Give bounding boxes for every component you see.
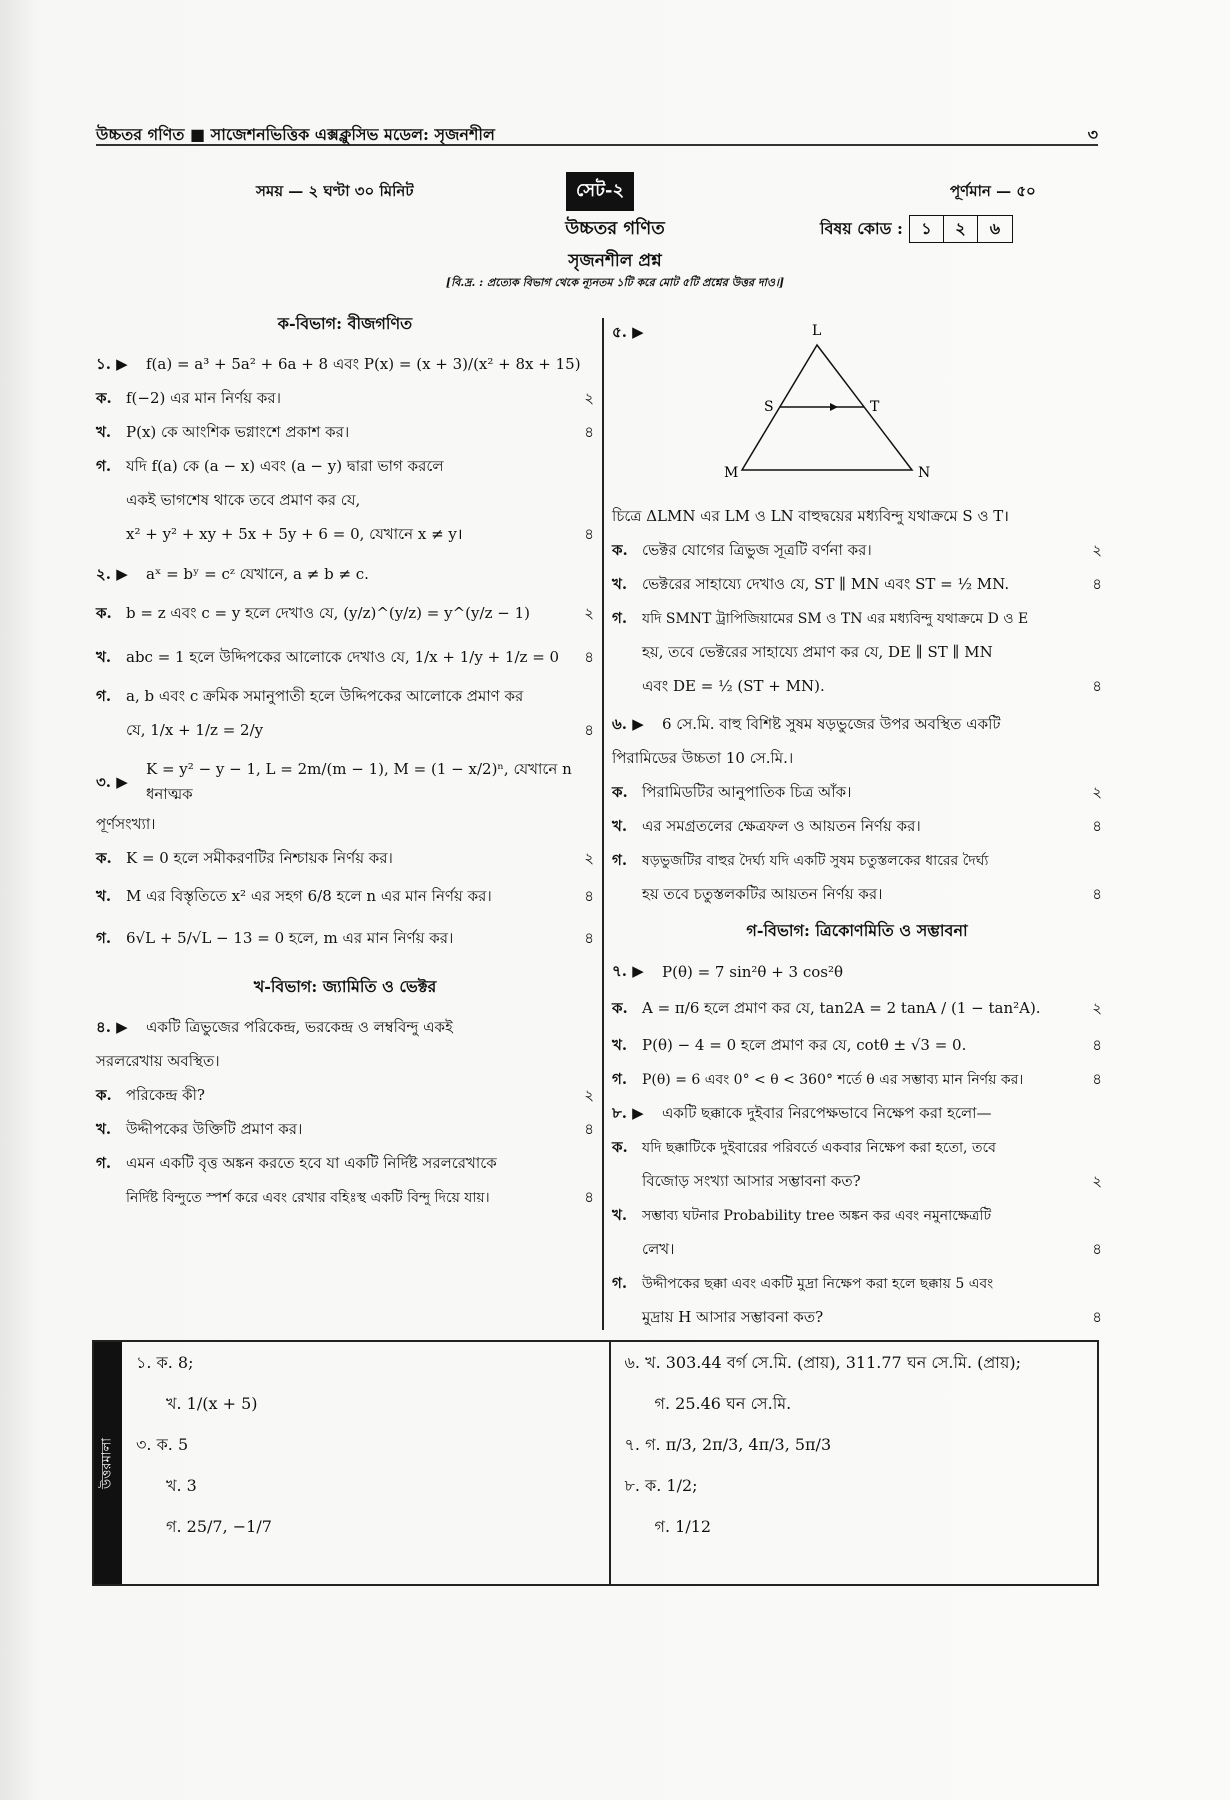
page-number: ৩ [1087,125,1098,144]
question-stem: aˣ = bʸ = cᶻ যেখানে, a ≠ b ≠ c. [146,564,369,583]
left-column [96,305,594,1215]
question-part [96,1113,594,1147]
answer-item: গ. 1/12 [654,1517,712,1536]
question-1 [96,348,594,382]
part-text: যদি SMNT ট্রাপিজিয়ামের SM ও TN এর মধ্যবিন্দু যথাক্রমে D ও E [642,611,1029,627]
part-marks: ৪ [1092,676,1102,695]
question-number: ৫. ▶ [612,323,644,341]
answer-item: ৭. গ. π/3, 2π/3, 4π/3, 5π/3 [624,1435,832,1454]
part-text: হয় তবে চতুস্তলকটির আয়তন নির্ণয় কর। [642,884,883,903]
question-number: ১. ▶ [96,354,128,373]
part-marks: ৪ [1092,574,1102,593]
part-label: ক. [612,540,628,559]
question-part [612,1063,1102,1097]
question-4 [96,1011,594,1045]
instruction: [বি.দ্র. : প্রত্যেক বিভাগ থেকে ন্যূনতম ১টি করে মোট ৫টি প্রশ্নের উত্তর দাও।] [445,276,785,289]
question-stem: 6 সে.মি. বাহু বিশিষ্ট সুষম ষড়ভুজের উপর অবস্থিত একটি [662,714,1001,733]
question-5 [612,315,1102,500]
part-label: ক. [96,848,112,867]
part-label: ক. [612,1137,628,1156]
part-text: a, b এবং c ক্রমিক সমানুপাতী হলে উদ্দিপকের আলোকে প্রমাণ কর [126,686,524,705]
section-heading: ক-বিভাগ: বীজগণিত [277,314,413,333]
answer-item: ৩. ক. 5 [136,1435,189,1454]
right-column [612,315,1102,1335]
question-part [96,416,594,450]
part-label: গ. [96,928,112,947]
question-part [96,876,594,918]
question-number: ২. ▶ [96,564,128,583]
part-text: f(−2) এর মান নির্ণয় কর। [126,388,281,407]
part-label: গ. [612,1069,628,1088]
answer-item: ৮. ক. 1/2; [624,1476,698,1495]
part-label: গ. [612,608,628,627]
part-marks: ২ [584,1085,594,1104]
question-part [612,1131,1102,1165]
part-label: খ. [612,1205,628,1224]
question-part [612,568,1102,602]
question-part [96,592,594,636]
part-text: পরিকেন্দ্র কী? [126,1085,205,1104]
part-marks: ৪ [584,524,594,543]
part-text: ভেক্টরের সাহায্যে দেখাও যে, ST ∥ MN এবং ST = ½ MN. [642,574,1010,593]
question-stem: পূর্ণসংখ্যা। [96,814,156,833]
column-divider [602,318,604,1330]
part-label: গ. [96,456,112,475]
part-marks: ৪ [584,422,594,441]
part-label: ক. [96,388,112,407]
question-part [96,450,594,484]
part-marks: ৪ [584,1119,594,1138]
part-text: P(θ) − 4 = 0 হলে প্রমাণ কর যে, cotθ ± √3 = 0. [642,1035,967,1054]
header-title: উচ্চতর গণিত ■ সাজেশনভিত্তিক এক্সক্লুসিভ মডেল: সৃজনশীল [96,125,495,144]
answer-item: খ. 1/(x + 5) [166,1394,258,1413]
part-text: যে, 1/x + 1/z = 2/y [126,720,264,739]
question-stem: একটি ছক্কাকে দুইবার নিরপেক্ষভাবে নিক্ষেপ করা হলো— [662,1103,992,1122]
question-part [96,680,594,714]
subject-code-label: বিষয় কোড : [820,218,903,238]
part-label: খ. [612,816,628,835]
question-part [96,918,594,960]
part-text: মুদ্রায় H আসার সম্ভাবনা কত? [642,1307,824,1326]
question-part [612,602,1102,636]
answers-left [122,1342,609,1584]
part-text: উদ্দীপকের উক্তিটি প্রমাণ কর। [126,1119,303,1138]
full-marks: পূর্ণমান — ৫০ [950,182,1036,200]
part-label: খ. [612,574,628,593]
code-digit: ৬ [989,218,1001,238]
section-heading: গ-বিভাগ: ত্রিকোণমিতি ও সম্ভাবনা [746,921,968,940]
part-text: যদি ছক্কাটিকে দুইবারের পরিবর্তে একবার নিক্ষেপ করা হতো, তবে [642,1140,996,1156]
question-part [612,1029,1102,1063]
part-marks: ৪ [1092,816,1102,835]
part-marks: ৪ [584,1187,594,1206]
question-stem: f(a) = a³ + 5a² + 6a + 8 এবং P(x) = (x + 3)/(x² + 8x + 15) [146,354,581,373]
question-number: ৪. ▶ [96,1017,128,1036]
part-marks: ৪ [1092,1307,1102,1326]
part-text: পিরামিডটির আনুপাতিক চিত্র আঁক। [642,782,852,801]
part-marks: ৪ [1092,1035,1102,1054]
part-text: K = 0 হলে সমীকরণটির নিশ্চায়ক নির্ণয় কর। [126,848,393,867]
answer-item: খ. 3 [166,1476,197,1495]
question-number: ৮. ▶ [612,1103,644,1122]
part-label: ক. [612,782,628,801]
question-part [96,636,594,680]
section-heading: খ-বিভাগ: জ্যামিতি ও ভেক্টর [253,977,437,996]
part-marks: ২ [1092,782,1102,801]
part-label: ক. [96,1085,112,1104]
subject-code [820,215,1013,243]
exam-time: সময় — ২ ঘণ্টা ৩০ মিনিট [256,182,414,200]
question-part [612,534,1102,568]
part-label: গ. [612,850,628,869]
part-text: P(θ) = 6 এবং 0° < θ < 360° শর্তে θ এর সম্ভাব্য মান নির্ণয় কর। [642,1072,1024,1088]
part-marks: ৪ [1092,884,1102,903]
part-label: ক. [96,603,112,622]
question-number: ৩. ▶ [96,772,128,791]
part-marks: ৪ [584,928,594,947]
question-part [612,776,1102,810]
running-header [96,122,1098,146]
part-text: নির্দিষ্ট বিন্দুতে স্পর্শ করে এবং রেখার বহিঃস্থ একটি বিন্দু দিয়ে যায়। [126,1190,490,1206]
part-marks: ২ [584,848,594,867]
part-label: খ. [96,647,112,666]
part-text: সম্ভাব্য ঘটনার Probability tree অঙ্কন কর এবং নমুনাক্ষেত্রটি [642,1208,992,1224]
part-label: গ. [96,686,112,705]
part-text: ভেক্টর যোগের ত্রিভুজ সূত্রটি বর্ণনা কর। [642,540,872,559]
triangle-lmn-diagram [712,315,972,495]
part-text: M এর বিস্তৃতিতে x² এর সহগ 6/8 হলে n এর মান নির্ণয় কর। [126,886,492,905]
question-part [96,382,594,416]
question-8 [612,1097,1102,1131]
part-text: হয়, তবে ভেক্টরের সাহায্যে প্রমাণ কর যে, DE ∥ ST ∥ MN [642,642,993,661]
part-label: খ. [96,886,112,905]
answer-item: ১. ক. 8; [136,1353,194,1372]
part-label: গ. [96,1153,112,1172]
part-marks: ৪ [584,647,594,666]
set-badge: সেট-২ [566,172,634,211]
question-stem: সরলরেখায় অবস্থিত। [96,1051,220,1070]
answer-item: গ. 25/7, −1/7 [166,1517,272,1536]
part-label: গ. [612,1273,628,1292]
question-stem: চিত্রে ΔLMN এর LM ও LN বাহুদ্বয়ের মধ্যবিন্দু যথাক্রমে S ও T। [612,506,1009,525]
question-stem: পিরামিডের উচ্চতা 10 সে.মি.। [612,748,794,767]
part-label: খ. [96,1119,112,1138]
part-marks: ৪ [1092,1069,1102,1088]
question-part [612,1267,1102,1301]
question-number: ৬. ▶ [612,714,644,733]
code-digit: ২ [944,216,978,242]
question-part [612,1199,1102,1233]
part-marks: ২ [1092,1171,1102,1190]
question-type: সৃজনশীল প্রশ্ন [568,251,662,271]
part-text: A = π/6 হলে প্রমাণ কর যে, tan2A = 2 tanA / (1 − tan²A). [642,998,1041,1017]
question-part [96,1079,594,1113]
part-marks: ২ [584,603,594,622]
part-text: উদ্দীপকের ছক্কা এবং একটি মুদ্রা নিক্ষেপ করা হলে ছক্কায় 5 এবং [642,1276,994,1292]
answer-item: ৬. খ. 303.44 বর্গ সে.মি. (প্রায়), 311.77 ঘন সে.মি. (প্রায়); [624,1353,1021,1372]
part-label: খ. [96,422,112,441]
question-number: ৭. ▶ [612,961,644,980]
part-text: এমন একটি বৃত্ত অঙ্কন করতে হবে যা একটি নির্দিষ্ট সরলরেখাকে [126,1153,497,1172]
answers-right [609,1342,1098,1584]
question-part [96,1147,594,1181]
question-part [612,989,1102,1029]
part-text: P(x) কে আংশিক ভগ্নাংশে প্রকাশ কর। [126,422,350,441]
part-marks: ২ [584,388,594,407]
part-label: খ. [612,1035,628,1054]
part-text: 6√L + 5/√L − 13 = 0 হলে, m এর মান নির্ণয় কর। [126,928,454,947]
part-marks: ৪ [1092,1239,1102,1258]
part-text: একই ভাগশেষ থাকে তবে প্রমাণ কর যে, [126,490,361,509]
part-marks: ২ [1092,540,1102,559]
question-part [612,844,1102,878]
part-marks: ২ [1092,998,1102,1017]
part-text: বিজোড় সংখ্যা আসার সম্ভাবনা কত? [642,1171,861,1190]
question-2 [96,558,594,592]
part-text: লেখ। [642,1239,675,1258]
question-stem: P(θ) = 7 sin²θ + 3 cos²θ [662,963,844,981]
part-text: এবং DE = ½ (ST + MN). [642,676,825,695]
answer-key-label: উত্তরমালা [94,1342,122,1584]
part-text: যদি f(a) কে (a − x) এবং (a − y) দ্বারা ভাগ করলে [126,456,444,475]
question-6 [612,708,1102,742]
part-text: b = z এবং c = y হলে দেখাও যে, (y/z)^(y/z) = y^(y/z − 1) [126,603,530,622]
part-marks: ৪ [584,886,594,905]
part-marks: ৪ [584,720,594,739]
vertex-label: M [724,465,739,481]
vertex-label: S [764,399,774,415]
question-7 [612,955,1102,989]
part-text: abc = 1 হলে উদ্দিপকের আলোকে দেখাও যে, 1/x + 1/y + 1/z = 0 [126,647,560,666]
question-3 [96,758,594,808]
answer-key-box [92,1340,1099,1586]
vertex-label: T [870,399,880,415]
question-stem: একটি ত্রিভুজের পরিকেন্দ্র, ভরকেন্দ্র ও লম্ববিন্দু একই [146,1017,453,1036]
vertex-label: N [918,465,931,481]
question-part [612,810,1102,844]
answer-item: গ. 25.46 ঘন সে.মি. [654,1394,792,1413]
part-text: x² + y² + xy + 5x + 5y + 6 = 0, যেখানে x ≠ y। [126,524,463,543]
part-label: ক. [612,998,628,1017]
subject-title: উচ্চতর গণিত [565,218,665,239]
question-stem: K = y² − y − 1, L = 2m/(m − 1), M = (1 − x/2)ⁿ, যেখানে n ধনাত্মক [146,760,572,803]
vertex-label: L [812,323,822,339]
question-part [96,842,594,876]
code-digit: ১ [910,216,944,242]
part-text: এর সমগ্রতলের ক্ষেত্রফল ও আয়তন নির্ণয় কর। [642,816,921,835]
part-text: ষড়ভুজটির বাহুর দৈর্ঘ্য যদি একটি সুষম চতুস্তলকের ধারের দৈর্ঘ্য [642,853,989,869]
